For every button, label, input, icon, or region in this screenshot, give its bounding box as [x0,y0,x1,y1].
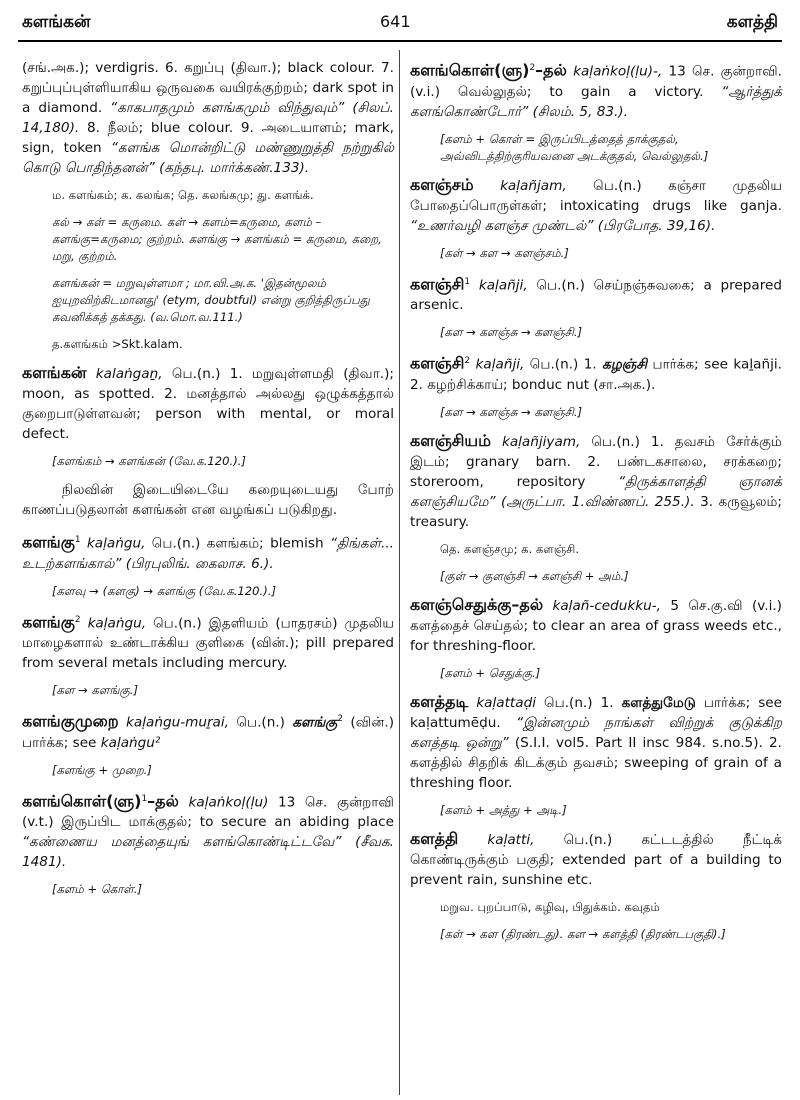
etymology-note: [கள → களஞ்சு → களஞ்சி.] [440,325,583,340]
explanatory-paragraph: நிலவின் இடையிடையே கறையுடையது போற் காணப்படுதலான் களங்கன் என வழங்கப் படுகிறது. [22,482,394,518]
headword: களங்கன் [22,363,87,382]
definition: பெ.(n.) கஞ்சா முதலிய போதைப்பொருள்கள்; intoxicating drugs like ganja. [410,177,782,214]
headword: களஞ்சம் [410,174,474,194]
headword: களத்தடி [410,691,469,711]
cross-reference: களங்கு [292,714,338,731]
etymology-note: [களம் + கொள்.] [52,882,142,897]
headword: களங்கு [22,612,75,632]
synonym-note: மறுவ. புறப்பாடு, கழிவு, பிதுக்கம். கவுதம் [440,899,660,914]
transliteration: kaḷaṅkoḷ(ḷu)-, [573,63,663,80]
etymology-note: களங்கன் = மறுவுள்ளமா ; மா.வி.அ.க. 'இதன்மூலம் ஐயுறவிற்கிடமானது' (etym, doubtful) என்று குறித்திருப்பது கவனிக்கத் தக்கது. (வ.மொ.வ.111.) [52,276,370,324]
etymology-note: [களவு → (களகு) → களங்கு (வே.க.120.).] [52,583,276,598]
citation: “ஆர்த்துக் களங்கொண்டோர்” (சிலம். 5, 83.). [410,83,782,120]
transliteration: kaḷañji, [475,356,525,373]
headword: களஞ்சி [410,353,465,373]
dictionary-entry [22,530,394,574]
headword: களஞ்செதுக்கு–தல் [410,594,544,614]
citation: “கண்ணைய மனத்தையுங் களங்கொண்டிட்டவே” (சீவக. 1481). [22,834,394,871]
homonym-number: 2 [529,63,536,73]
etymology-note: [கள் → கள → களஞ்சம்.] [440,245,569,260]
cross-reference: கழஞ்சி [602,356,648,373]
citation: “திருக்காளத்தி ஞானக் களஞ்சியமே” (அருட்பா. 1.விண்ணப். 255.). [410,473,783,510]
dictionary-entry: களங்கொள்(ளு)$^1$–தல் kaḷaṅkoḷ(ḷu) 13 செ. குன்றாவி (v.t.) இருப்பிட மாக்குதல்; to secure an abiding place “கண்ணைய மனத்தையுங் களங்கொண்டிட்டவே” (சீவக. 1481). [22,791,394,871]
etymology-note: [களம் + அத்து + அடி.] [440,802,567,817]
column-divider [399,50,400,1095]
definition: பெ.(n.) இதளியம் (பாதரசம்) முதலிய மாழைகளால் உண்டாக்கிய குளிகை (வின்.); pill prepared from several metals including mercury. [22,615,394,672]
etymology-note: [களம் + கொள் = இருப்பிடத்தைத் தாக்குதல், அவ்விடத்திற்குரியவனை அடக்குதல், வெல்லுதல்.] [440,131,709,163]
definition: பெ.(n.) 1. தவசம் சேர்க்கும் இடம்; granary barn. 2. பண்டகசாலை, சரக்கறை; storeroom, repository [410,433,782,490]
transliteration: kaḷaṅkoḷ(ḷu) [188,794,269,811]
transliteration: kaḷaṅgu, [86,535,146,552]
etymology-note: [கள் → கள (திரண்டது). கள → களத்தி (திரண்டபகுதி).] [440,926,726,941]
headword: களங்கொள்(ளு) [22,791,142,811]
transliteration: kaḷañ-cedukku-, [552,597,661,614]
definition: பெ.(n.) கட்டடத்தில் நீட்டிக் கொண்டிருக்கும் பகுதி; extended part of a building to prevent rain, sunshine etc. [410,831,782,888]
right-running-headword: களத்தி [726,12,778,32]
homonym-number: 2 [464,356,471,367]
transliteration: kaḷaṅgu-muṟai, [126,714,229,731]
citation: “உணர்வழி களஞ்ச முண்டல்” (பிரபோத. 39,16). [410,217,716,234]
transliteration: kalaṅgaṉ, [95,366,163,382]
headword: களங்கு [22,532,75,552]
transliteration: kaḷañjiyam, [501,433,581,450]
homonym-number: 1 [74,535,81,545]
definition: 13 செ. குன்றாவி (v.t.) இருப்பிட மாக்குதல்; to secure an abiding place [22,794,394,831]
definition: பெ.(n.) 1. மறுவுள்ளமதி (திவா.); moon, as spotted. 2. மனத்தால் அல்லது ஒழுக்கத்தால் குறைபாடுள்ளவன்; person with mental, or moral defect. [22,366,394,442]
dictionary-entry [410,175,782,236]
left-column [22,58,394,908]
definition: பெ.(n.) களங்கம்; blemish [151,535,324,552]
dictionary-entry: களங்கொள்(ளு)$^2$–தல் kaḷaṅkoḷ(ḷu)-, 13 செ. குன்றாவி. (v.i.) வெல்லுதல்; to gain a victory. “ஆர்த்துக் களங்கொண்டோர்” (சிலம். 5, 83.). [410,60,782,120]
transliteration: kaḷañji, [478,277,528,294]
dictionary-entry [410,829,782,890]
dictionary-entry: களஞ்சியம் kaḷañjiyam, பெ.(n.) 1. தவசம் சேர்க்கும் இடம்; granary barn. 2. பண்டகசாலை, சரக்கறை; storeroom, repository “திருக்காளத்தி ஞானக் களஞ்சியமே” (அருட்பா. 1.விண்ணப். 255.). 3. கருவூலம்; treasury. [410,430,783,530]
definition: 13 செ. குன்றாவி. (v.i.) வெல்லுதல்; to gain a victory. [410,63,782,100]
dictionary-entry: களங்குமுறை kaḷaṅgu-muṟai, பெ.(n.) களங்கு$^2$ (வின்.) பார்க்க; see kaḷaṅgu² [22,711,394,751]
transliteration: kaḷaṅgu, [87,615,147,632]
page-header [0,0,800,44]
header-rule [18,40,782,42]
dictionary-entry [22,610,394,674]
headword: களங்குமுறை [22,711,119,731]
headword: களஞ்சி [410,274,465,294]
etymology-note: [கள → களங்கு.] [52,683,138,698]
definition: 5 செ.கு.வி (v.i.) களத்தைச் செய்தல்; to clear an area of grass weeds etc., for threshing-floor. [410,597,782,654]
transliteration: kaḷatti, [487,831,535,848]
homonym-number: 2 [74,614,81,625]
headword: களத்தி [410,828,459,848]
dictionary-entry [410,595,782,656]
etymology-note: கல் → கள் = கருமை. கள் → களம்=கருமை, களம் – களங்கு=கருமை; குற்றம். களங்கு → களங்கம் = கருமை, கறை, மறு, குற்றம். [52,215,382,263]
dictionary-entry [22,363,394,444]
cognate-note: ம. களங்கம்; க. கலங்க; தெ. கலங்கமு; து. களங்க். [52,188,314,202]
cross-reference: களத்துமேடு [621,694,696,711]
etymology-note: [களங்கம் → களங்கன் (வே.க.120.).] [52,454,246,468]
dictionary-entry [410,272,782,316]
right-column [410,58,782,953]
definition: பெ.(n.) செய்நஞ்சுவகை; a prepared arsenic. [410,277,783,314]
transliteration: kaḷañjam, [500,177,567,194]
headword: களஞ்சியம் [410,430,491,450]
etymology-note: [களம் + செதுக்கு.] [440,665,541,680]
dictionary-entry: களத்தடி kaḷattaḍi பெ.(n.) 1. களத்துமேடு பார்க்க; see kaḷattumēḍu. “இன்னமும் நாங்கள் விற்றுக் குடுக்கிற களத்தடி ஒன்று” (S.I.I. vol5. Part II insc 984. s.no.5). 2. களத்தில் சிதறிக் கிடக்கும் தவசம்; sweeping of grain of a threshing floor. [410,691,783,791]
page-number: 641 [380,12,411,31]
left-running-headword: களங்கன் [22,12,91,32]
sanskrit-note: த.களங்கம் >Skt.kalam. [52,337,183,351]
homonym-number: 1 [464,276,471,287]
headword: களங்கொள்(ளு) [410,60,530,80]
homonym-number: 1 [141,793,148,804]
etymology-note: [கள → களஞ்சு → களஞ்சி.] [440,404,583,419]
dictionary-entry: களஞ்சி$^2$ kaḷañji, பெ.(n.) 1. கழஞ்சி பார்க்க; see kaḻañji. 2. கழற்சிக்காய்; bonduc nut (சா.அக.). [410,353,782,393]
continued-entry: (சங்.அக.); verdigris. 6. கறுப்பு (திவா.); black colour. 7. கறுப்புப்புள்ளியாகிய ஒருவகை வயிரக்குற்றம்; dark spot in a diamond. “காகபாதமும் களங்கமும் விந்துவும்” (சிலப். 14,180). 8. நீலம்; blue colour. 9. அடையாளம்; mark, sign, token “களங்க மொன்றிட்டு மண்ணுறுத்தி நற்றுகில் கொடு பொதிந்தனன்” (கந்தபு. மார்க்கண்.133). [22,60,394,176]
citation: “திங்கள்... உடற்களங்கால்” (பிரபுலிங். கைலாச. 6.). [22,535,394,572]
citation: “இன்னமும் நாங்கள் விற்றுக் குடுக்கிற களத்தடி ஒன்று” [410,714,782,751]
etymology-note: [குள் → குளஞ்சி → களஞ்சி + அம்.] [440,568,629,583]
cognate-note: தெ. களஞ்சமு; க. களஞ்சி. [440,541,580,556]
etymology-note: [களங்கு + முறை.] [52,762,152,777]
transliteration: kaḷattaḍi [476,694,536,711]
